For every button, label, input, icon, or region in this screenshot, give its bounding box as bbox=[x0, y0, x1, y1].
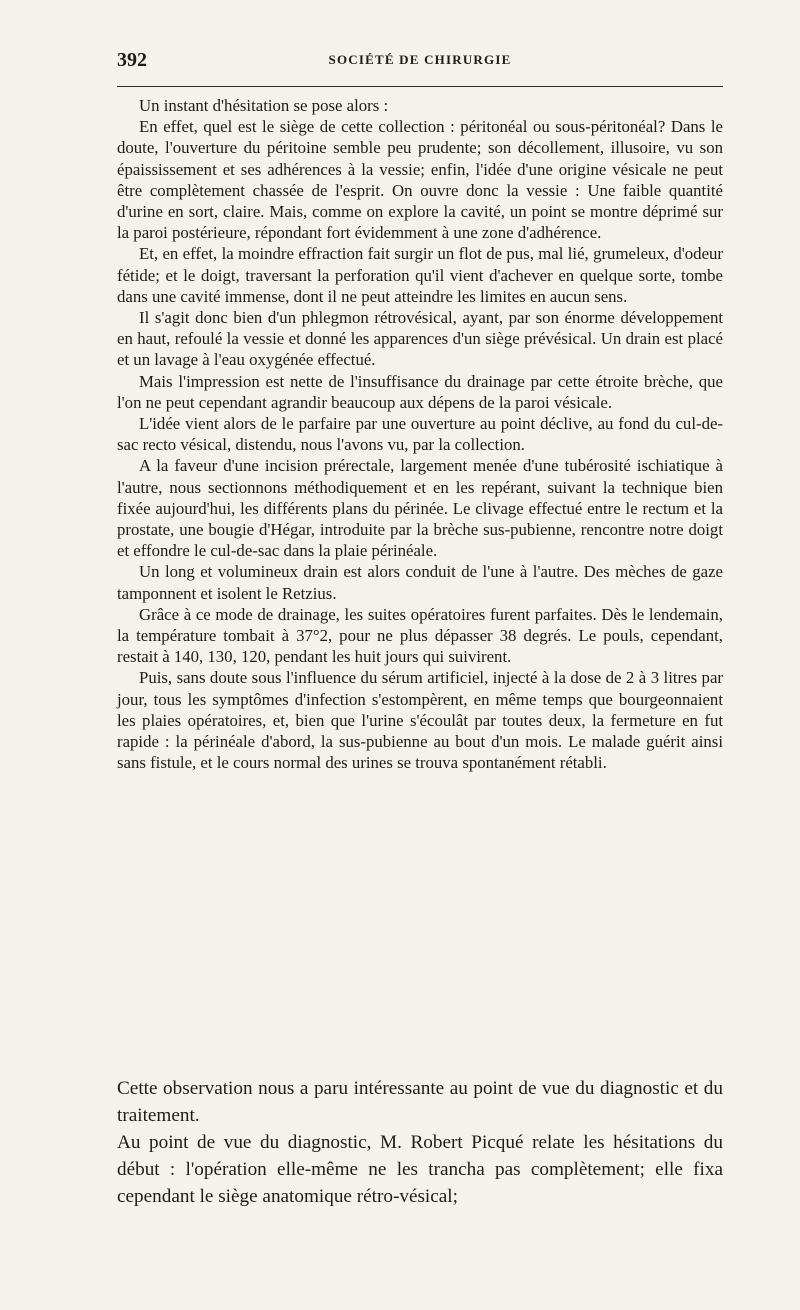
paragraph-2: En effet, quel est le siège de cette collection : péritonéal ou sous-péritonéal? Dans le doute, l'ouverture du péritoine semble peu prudente; son décollement, illusoire, vu son épaississement et ses adhérences à la vessie; enfin, l'idée d'une origine vésicale ne peut être complètement chassée de l'esprit. On ouvre donc la vessie : Une faible quantité d'urine en sort, claire. Mais, comme on explore la cavité, un point se montre déprimé sur la paroi postérieure, répondant fort évidemment à une zone d'adhérence. bbox=[117, 117, 723, 243]
page-number: 392 bbox=[117, 49, 147, 71]
page-header bbox=[117, 48, 723, 76]
commentary-paragraph-1: Cette observation nous a paru intéressante au point de vue du diagnostic et du traitement. bbox=[117, 1078, 723, 1126]
case-report-body bbox=[117, 95, 723, 774]
paragraph-3: Et, en effet, la moindre effraction fait surgir un flot de pus, mal lié, grumeleux, d'odeur fétide; et le doigt, traversant la perforation qu'il vient d'achever en quelque sorte, tombe dans une cavité immense, dont il ne peut atteindre les limites en aucun sens. bbox=[117, 244, 723, 306]
paragraph-4: Il s'agit donc bien d'un phlegmon rétrovésical, ayant, par son énorme développement en haut, refoulé la vessie et donné les apparences d'un siège prévésical. Un drain est placé et un lavage à l'eau oxygénée effectué. bbox=[117, 308, 723, 370]
commentary-paragraph-2: Au point de vue du diagnostic, M. Robert Picqué relate les hésitations du début : l'opération elle-même ne les trancha pas complètement; elle fixa cependant le siège anatomique rétro-vésical; bbox=[117, 1132, 723, 1207]
paragraph-1: Un instant d'hésitation se pose alors : bbox=[139, 96, 389, 115]
paragraph-5: Mais l'impression est nette de l'insuffisance du drainage par cette étroite brèche, que l'on ne peut cependant agrandir beaucoup aux dépens de la paroi vésicale. bbox=[117, 371, 723, 412]
running-head: SOCIÉTÉ DE CHIRURGIE bbox=[328, 52, 512, 67]
paragraph-9: Grâce à ce mode de drainage, les suites opératoires furent parfaites. Dès le lendemain, la température tombait à 37°2, pour ne plus dépasser 38 degrés. Le pouls, cependant, restait à 140, 130, 120, pendant les huit jours qui suivirent. bbox=[117, 604, 723, 667]
paragraph-7: A la faveur d'une incision prérectale, largement menée d'une tubérosité ischiatique à l'autre, nous sectionnons méthodiquement et en les repérant, suivant la technique bien fixée aujourd'hui, les différents plans du périnée. Le clivage effectué entre le rectum et la prostate, une bougie d'Hégar, introduite par la brèche sus-pubienne, rencontre notre doigt et effondre le cul-de-sac dans la plaie périnéale. bbox=[117, 456, 723, 561]
paragraph-6: L'idée vient alors de le parfaire par une ouverture au point déclive, au fond du cul-de-sac recto vésical, distendu, nous l'avons vu, par la collection. bbox=[117, 414, 723, 455]
header-rule bbox=[117, 86, 723, 87]
commentary-section bbox=[117, 1075, 723, 1210]
paragraph-8: Un long et volumineux drain est alors conduit de l'une à l'autre. Des mèches de gaze tamponnent et isolent le Retzius. bbox=[117, 562, 723, 603]
paragraph-10: Puis, sans doute sous l'influence du sérum artificiel, injecté à la dose de 2 à 3 litres par jour, tous les symptômes d'infection s'estompèrent, en même temps que bourgeonnaient les plaies opératoires, et, bien que l'urine s'écoulât par toutes deux, la fermeture en fut rapide : la périnéale d'abord, la sus-pubienne au bout d'un mois. Le malade guérit ainsi sans fistule, et le cours normal des urines se trouva spontanément rétabli. bbox=[117, 668, 723, 773]
